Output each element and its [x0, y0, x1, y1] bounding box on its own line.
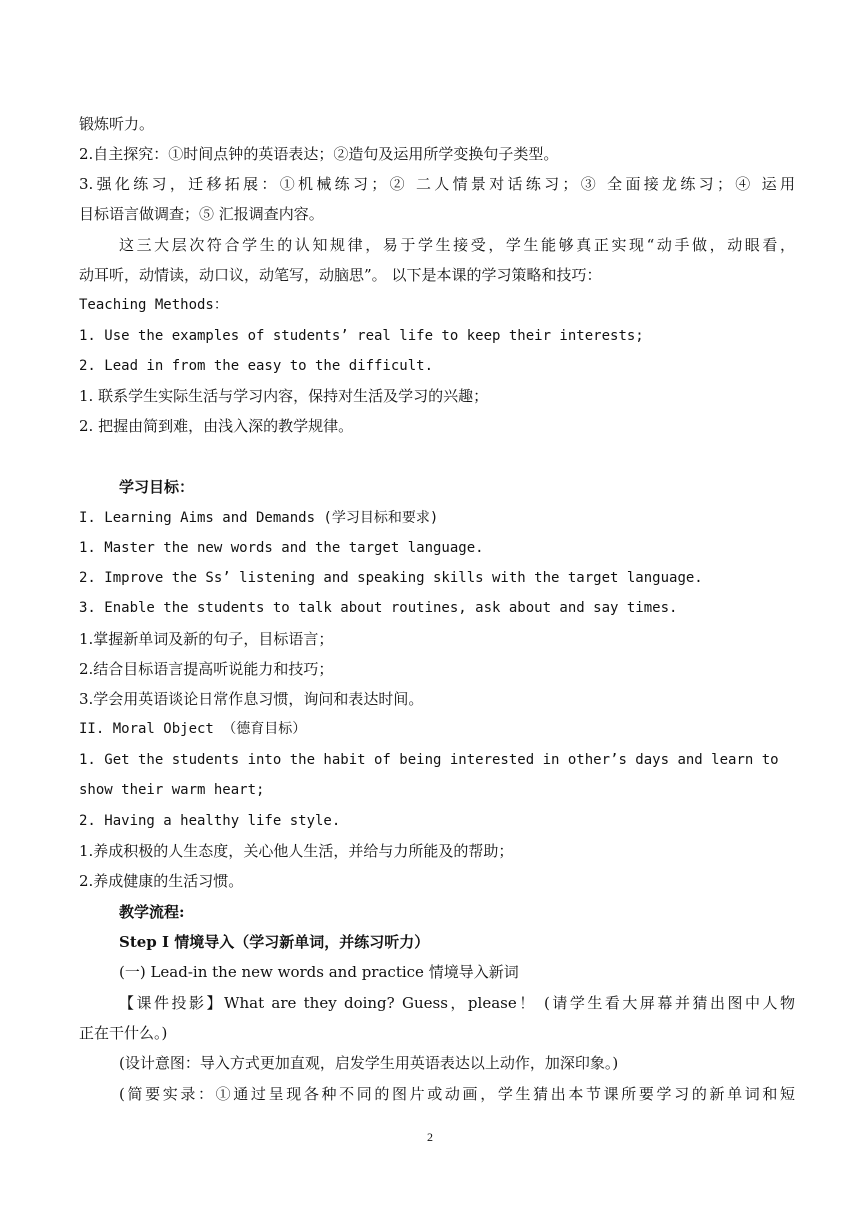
text-line: (一) Lead-in the new words and practice 情境导入新词: [119, 963, 519, 981]
text-line: 1. 联系学生实际生活与学习内容，保持对生活及学习的兴趣；: [79, 387, 489, 405]
text-line: 1.掌握新单词及新的句子，目标语言；: [79, 630, 334, 648]
text-line: (简要实录：①通过呈现各种不同的图片或动画，学生猜出本节课所要学习的新单词和短: [119, 1085, 795, 1103]
text-line: 3. Enable the students to talk about routines, ask about and say times.: [79, 600, 678, 616]
text-line: 1. Get the students into the habit of being interested in other’s days and learn to: [79, 752, 779, 768]
text-line: 1.养成积极的人生态度，关心他人生活，并给与力所能及的帮助；: [79, 842, 514, 860]
text-line: 目标语言做调查；⑤ 汇报调查内容。: [79, 205, 324, 223]
text-line: 动耳听，动情读，动口议，动笔写，动脑思”。 以下是本课的学习策略和技巧：: [79, 266, 602, 284]
text-line: II. Moral Object （德育目标）: [79, 721, 307, 737]
text-line: (设计意图：导入方式更加直观，启发学生用英语表达以上动作，加深印象。): [119, 1054, 619, 1072]
section-heading: 学习目标：: [119, 478, 195, 496]
text-line: 这三大层次符合学生的认知规律，易于学生接受，学生能够真正实现“动手做，动眼看，: [119, 236, 795, 254]
text-line: 正在干什么。): [79, 1024, 168, 1042]
text-line: 【课件投影】What are they doing? Guess，please！ (请学生看大屏幕并猜出图中人物: [119, 994, 795, 1012]
text-line: Teaching Methods：: [79, 297, 228, 313]
text-line: 2. 把握由简到难，由浅入深的教学规律。: [79, 417, 354, 435]
text-line: I. Learning Aims and Demands (学习目标和要求): [79, 510, 439, 526]
text-line: 2. Having a healthy life style.: [79, 813, 341, 829]
text-line: 3.强化练习，迁移拓展：①机械练习；② 二人情景对话练习；③ 全面接龙练习；④ 运用: [79, 175, 795, 193]
text-line: 锻炼听力。: [79, 115, 155, 133]
section-heading: 教学流程:: [119, 903, 185, 921]
text-line: 1. Use the examples of students’ real life to keep their interests;: [79, 328, 644, 344]
text-line: 2.结合目标语言提高听说能力和技巧；: [79, 660, 334, 678]
page-number: 2: [427, 1130, 433, 1144]
text-line: 1. Master the new words and the target language.: [79, 540, 484, 556]
section-heading: Step I 情境导入（学习新单词，并练习听力）: [119, 933, 430, 951]
text-line: 2.自主探究：①时间点钟的英语表达；②造句及运用所学变换句子类型。: [79, 145, 559, 163]
text-line: 2.养成健康的生活习惯。: [79, 872, 244, 890]
text-line: 3.学会用英语谈论日常作息习惯，询问和表达时间。: [79, 690, 424, 708]
text-line: 2. Lead in from the easy to the difficult.: [79, 358, 434, 374]
text-line: show their warm heart;: [79, 782, 265, 798]
text-line: 2. Improve the Ss’ listening and speaking skills with the target language.: [79, 570, 703, 586]
